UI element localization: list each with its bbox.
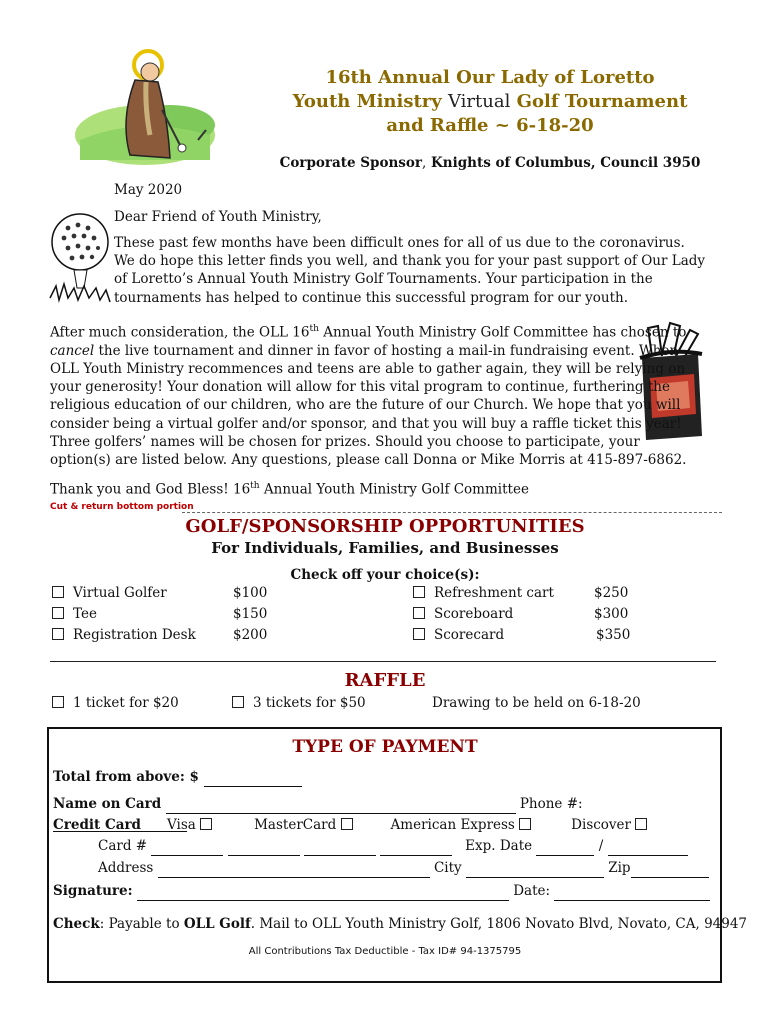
checkbox[interactable]	[413, 586, 425, 598]
option-price: $250	[594, 585, 629, 601]
option-label: Refreshment cart	[434, 585, 554, 601]
checkbox[interactable]	[52, 607, 64, 619]
option-label: Scorecard	[434, 627, 505, 643]
right-options	[413, 585, 630, 648]
card-field-4[interactable]	[380, 839, 452, 856]
credit-label: Credit Card	[53, 817, 141, 833]
sponsor-sep: ,	[422, 155, 427, 171]
checkbox[interactable]	[52, 696, 64, 708]
option-price: $350	[596, 627, 631, 643]
letter-paragraph-1: These past few months have been difficult ones for all of us due to the coronavirus. We do hope this letter finds you well, and thank you for your past support of Our Lady of Loretto’s Annual Youth Ministry Golf Tournaments. Your participation in the tournaments has helped to continue this successful program for our youth.	[114, 235, 706, 306]
credit-row	[53, 817, 656, 833]
amex-label: American Express	[390, 817, 515, 833]
name-label: Name on Card	[53, 796, 162, 812]
tax-note: All Contributions Tax Deductible - Tax ID# 94-1375795	[248, 946, 522, 957]
golf-ball-illustration	[44, 208, 116, 308]
card-field-3[interactable]	[304, 839, 376, 856]
amex-checkbox[interactable]	[519, 818, 531, 830]
title-part: Youth Ministry	[292, 91, 448, 112]
text-span: the live tournament and dinner in favor of hosting a mail-in fundraising event. When OLL Youth Ministry recommences and teens are able to gather again, they will be relying on your generosity! Your donation will allow for this vital program to continue, furthering the religious education of our children, who are the future of our Church. We hope that you will consider being a virtual golfer and/or sponsor, and that you will buy a raffle ticket this year! Three golfers’ names will be chosen for prizes. Should you choose to participate, your option(s) are listed below. Any questions, please call Donna or Mike Morris at 415-897-6862.	[50, 342, 687, 468]
check-text: : Payable to	[99, 916, 184, 932]
sponsor-name: Knights of Columbus, Council 3950	[426, 155, 701, 171]
address-label: Address	[98, 860, 154, 876]
city-field[interactable]	[466, 861, 604, 878]
card-field-2[interactable]	[228, 839, 300, 856]
exp-month-field[interactable]	[536, 839, 594, 856]
payment-title: TYPE OF PAYMENT	[292, 737, 478, 757]
mastercard-label: MasterCard	[254, 817, 337, 833]
raffle-option-label: 3 tickets for $50	[253, 695, 366, 711]
exp-label: Exp. Date	[465, 838, 533, 854]
option-label: Tee	[73, 606, 97, 622]
title-line-1: 16th Annual Our Lady of Loretto	[325, 67, 655, 88]
option-virtual-golfer[interactable]	[52, 585, 267, 606]
discover-label: Discover	[571, 817, 631, 833]
checkbox[interactable]	[52, 586, 64, 598]
check-row	[53, 916, 747, 932]
check-payee: OLL Golf	[183, 916, 251, 932]
card-label: Card #	[98, 838, 148, 854]
raffle-option-1[interactable]	[52, 695, 179, 711]
superscript: th	[309, 324, 319, 334]
cut-line	[182, 512, 722, 513]
visa-label: Visa	[167, 817, 196, 833]
title-line-3: and Raffle ~ 6-18-20	[386, 115, 594, 136]
raffle-title: RAFFLE	[344, 670, 426, 691]
cut-label: Cut & return bottom portion	[50, 502, 194, 512]
option-scoreboard[interactable]	[413, 606, 630, 627]
option-refreshment-cart[interactable]	[413, 585, 630, 606]
signature-field[interactable]	[137, 884, 509, 901]
option-price: $150	[233, 606, 268, 622]
text-span: After much consideration, the OLL 16	[50, 324, 310, 341]
checkbox[interactable]	[232, 696, 244, 708]
check-label: Check	[53, 916, 100, 932]
raffle-drawing-date: Drawing to be held on 6-18-20	[432, 695, 641, 711]
option-price: $300	[594, 606, 629, 622]
exp-separator: /	[598, 838, 604, 854]
option-label: Virtual Golfer	[73, 585, 167, 601]
check-address: . Mail to OLL Youth Ministry Golf, 1806 Novato Blvd, Novato, CA, 94947	[250, 916, 748, 932]
title-line-2	[240, 90, 740, 114]
exp-year-field[interactable]	[608, 839, 688, 856]
checkbox[interactable]	[413, 607, 425, 619]
option-price: $100	[233, 585, 268, 601]
title-virtual: Virtual	[447, 91, 511, 112]
signature-label: Signature:	[53, 883, 133, 899]
superscript: th	[250, 481, 260, 491]
option-label: Registration Desk	[73, 627, 196, 643]
divider	[50, 661, 716, 662]
text-span: Thank you and God Bless! 16	[50, 481, 251, 498]
checkbox[interactable]	[413, 628, 425, 640]
discover-checkbox[interactable]	[635, 818, 647, 830]
signature-row	[53, 883, 710, 901]
address-row	[98, 860, 709, 878]
total-row	[53, 769, 302, 787]
text-span: Annual Youth Ministry Golf Committee has chosen to	[318, 324, 687, 341]
visa-checkbox[interactable]	[200, 818, 212, 830]
golfer-saint-illustration	[50, 40, 220, 170]
card-field-1[interactable]	[151, 839, 223, 856]
event-title	[240, 66, 740, 138]
option-label: Scoreboard	[434, 606, 514, 622]
option-tee[interactable]	[52, 606, 267, 627]
letter-greeting: Dear Friend of Youth Ministry,	[114, 209, 322, 225]
option-scorecard[interactable]	[413, 627, 630, 648]
check-choices-label: Check off your choice(s):	[290, 567, 480, 583]
left-options	[52, 585, 267, 648]
title-part: Golf Tournament	[510, 91, 688, 112]
letter-paragraph-2	[50, 320, 695, 469]
opportunities-subtitle: For Individuals, Families, and Businesses	[211, 539, 559, 557]
option-price: $200	[233, 627, 268, 643]
card-row	[98, 838, 688, 856]
total-label: Total from above: $	[53, 769, 199, 785]
total-field[interactable]	[204, 770, 302, 787]
letter-closing	[50, 477, 529, 499]
zip-label: Zip	[608, 860, 631, 876]
text-span: Annual Youth Ministry Golf Committee	[259, 481, 529, 498]
phone-label: Phone #:	[519, 796, 583, 812]
checkbox[interactable]	[52, 628, 64, 640]
raffle-option-2[interactable]	[232, 695, 366, 711]
raffle-option-label: 1 ticket for $20	[73, 695, 179, 711]
date-label: Date:	[513, 883, 551, 899]
italic-cancel: cancel	[50, 342, 95, 359]
name-field[interactable]	[166, 797, 516, 814]
address-field[interactable]	[158, 861, 430, 878]
option-registration-desk[interactable]	[52, 627, 267, 648]
letter-date: May 2020	[114, 182, 183, 198]
mastercard-checkbox[interactable]	[341, 818, 353, 830]
sponsor-label: Corporate Sponsor	[279, 155, 423, 171]
zip-field[interactable]	[631, 861, 709, 878]
opportunities-title: GOLF/SPONSORSHIP OPPORTUNITIES	[185, 516, 585, 537]
corporate-sponsor	[240, 155, 740, 171]
date-field[interactable]	[554, 884, 710, 901]
city-label: City	[433, 860, 462, 876]
